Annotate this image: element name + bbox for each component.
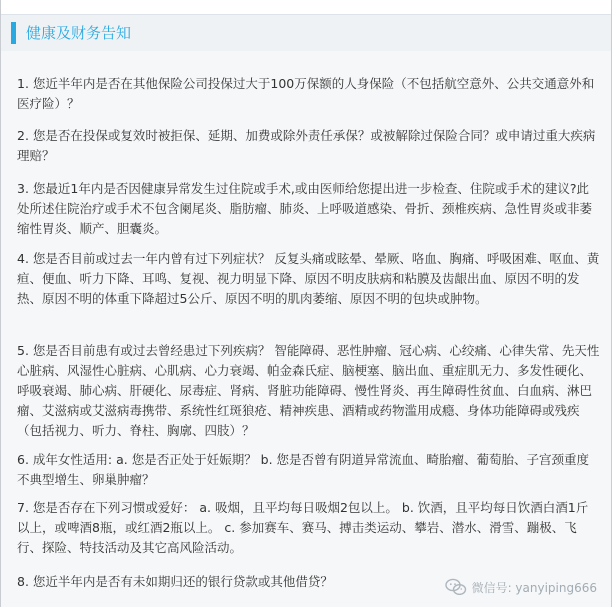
question-item — [17, 341, 600, 441]
question-item — [17, 74, 600, 114]
question-item — [17, 498, 600, 558]
section-header — [1, 14, 611, 52]
question-text: 4. 您是否目前或过去一年内曾有过下列症状？ 反复头痛或眩晕、晕厥、咯血、胸痛、呼吸困难、呕血、黄疸、便血、听力下降、耳鸣、复视、视力明显下降、原因不明皮肤病和粘膜及齿龈出血、原因不明的发热、原因不明的体重下降超过5公斤、原因不明的肌肉萎缩、原因不明的包块或肿物。 — [17, 251, 600, 306]
question-text: 8. 您近半年内是否有未如期归还的银行贷款或其他借贷？ — [17, 574, 333, 589]
watermark-text: 微信号: yanyiping666 — [471, 580, 597, 595]
question-text: 3. 您最近1年内是否因健康异常发生过住院或手术,或由医师给您提出进一步检查、住院或手术的建议?此处所述住院治疗或手术不包含阑尾炎、脂肪瘤、肺炎、上呼吸道感染、骨折、颈椎疾病、急性胃炎或非萎缩性胃炎、顺产、胆囊炎。 — [17, 181, 593, 236]
question-item — [17, 179, 600, 239]
question-item — [17, 450, 600, 490]
question-text: 2. 您是否在投保或复效时被拒保、延期、加费或除外责任承保？或被解除过保险合同？或申请过重大疾病理赔？ — [17, 128, 596, 163]
wechat-watermark — [445, 576, 597, 598]
question-item — [17, 249, 600, 309]
question-text: 7. 您是否存在下列习惯或爱好： a. 吸烟，且平均每日吸烟2包以上。 b. 饮酒，且平均每日饮酒白酒1斤以上，或啤酒8瓶，或红酒2瓶以上。 c. 参加赛车、赛马、搏击类运动、攀岩、潜水、滑雪、蹦极、飞行、探险、特技活动及其它高风险活动。 — [17, 500, 589, 555]
question-text: 1. 您近半年内是否在其他保险公司投保过大于100万保额的人身保险（不包括航空意外、公共交通意外和医疗险）？ — [17, 76, 595, 111]
question-item — [17, 126, 600, 166]
header-accent-bar — [11, 22, 16, 44]
questions-list — [1, 51, 611, 607]
wechat-icon — [445, 578, 467, 596]
section-title: 健康及财务告知 — [26, 24, 132, 42]
question-text: 6. 成年女性适用: a. 您是否正处于妊娠期？ b. 您是否曾有阴道异常流血、畸胎瘤、葡萄胎、子宫颈重度不典型增生、卵巢肿瘤？ — [17, 452, 590, 487]
question-text: 5. 您是否目前患有或过去曾经患过下列疾病？ 智能障碍、恶性肿瘤、冠心病、心绞痛、心律失常、先天性心脏病、风湿性心脏病、心肌病、心力衰竭、帕金森氏症、脑梗塞、脑出血、重症肌无力、多发性硬化、呼吸衰竭、肺心病、肝硬化、尿毒症、肾病、肾脏功能障碍、慢性肾炎、再生障碍性贫血、白血病、淋巴瘤、艾滋病或艾滋病毒携带、系统性红斑狼疮、精神疾患、酒精或药物滥用成瘾、身体功能障碍或残疾（包括视力、听力、脊柱、胸廓、四肢）？ — [17, 343, 600, 438]
